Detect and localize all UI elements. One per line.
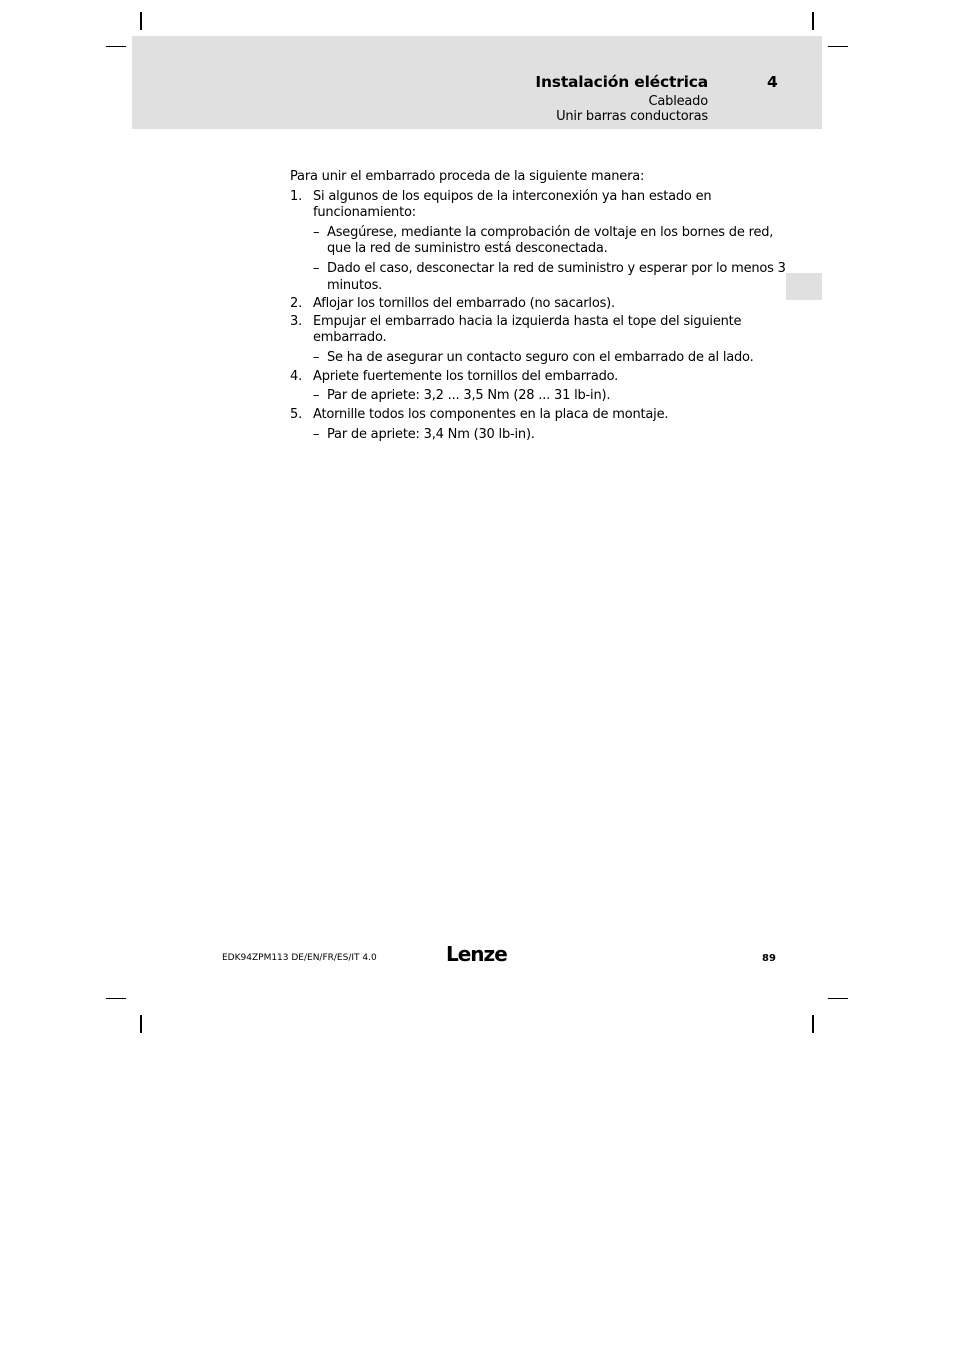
list-item-text: Par de apriete: 3,4 Nm (30 lb-in). [327,427,535,442]
crop-mark [812,12,814,30]
page-title: Instalación eléctrica [535,73,708,91]
list-item-text: Dado el caso, desconectar la red de suministro y esperar por lo menos 3 [327,261,786,276]
dash-bullet: – [313,350,320,365]
list-item-text: Apriete fuertemente los tornillos del embarrado. [313,369,619,384]
crop-mark [106,998,126,999]
dash-bullet: – [313,261,320,276]
dash-bullet: – [313,225,320,240]
crop-mark [828,46,848,47]
crop-mark [140,1015,142,1033]
list-item-text: Empujar el embarrado hacia la izquierda hasta el tope del siguiente [313,314,742,329]
list-number: 1. [290,189,303,204]
document-id: EDK94ZPM113 DE/EN/FR/ES/IT 4.0 [222,953,377,963]
list-number: 4. [290,369,303,384]
dash-bullet: – [313,388,320,403]
lenze-logo: Lenze [446,942,507,966]
list-number: 5. [290,407,303,422]
list-item-text: que la red de suministro está desconectada. [327,241,608,256]
list-item-text: Si algunos de los equipos de la interconexión ya han estado en [313,189,712,204]
section-title: Cableado [648,94,708,109]
list-number: 3. [290,314,303,329]
intro-text: Para unir el embarrado proceda de la siguiente manera: [290,169,645,184]
page-number: 89 [762,953,776,964]
list-item-text: Atornille todos los componentes en la placa de montaje. [313,407,669,422]
crop-mark [828,998,848,999]
crop-mark [106,46,126,47]
list-item-text: Par de apriete: 3,2 ... 3,5 Nm (28 ... 31 lb-in). [327,388,611,403]
list-item-text: embarrado. [313,330,387,345]
list-item-text: Aflojar los tornillos del embarrado (no sacarlos). [313,296,615,311]
list-item-text: minutos. [327,278,383,293]
dash-bullet: – [313,427,320,442]
header-band [132,36,822,129]
crop-mark [140,12,142,30]
list-item-text: funcionamiento: [313,205,416,220]
chapter-number: 4 [767,73,778,91]
subsection-title: Unir barras conductoras [556,109,708,124]
crop-mark [812,1015,814,1033]
list-item-text: Asegúrese, mediante la comprobación de voltaje en los bornes de red, [327,225,774,240]
list-number: 2. [290,296,303,311]
list-item-text: Se ha de asegurar un contacto seguro con el embarrado de al lado. [327,350,754,365]
chapter-tab [786,273,822,300]
